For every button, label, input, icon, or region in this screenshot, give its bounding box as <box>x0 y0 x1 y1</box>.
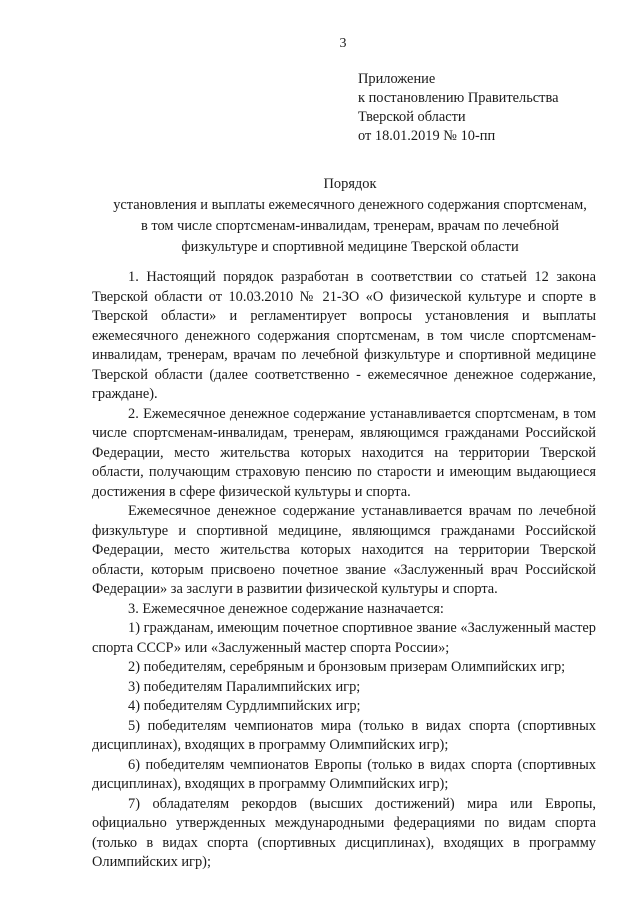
paragraph-2-doctors: Ежемесячное денежное содержание устанавливается врачам по лечебной физкультуре и спортивной медицине, являющимся гражданами Российской Федерации, место жительства которых находится на территории Тверской области, которым присвоено почетное звание «Заслуженный врач Российской Федерации» за заслуги в развитии физической культуры и спорта. <box>92 503 596 597</box>
list-item-2: 2) победителям, серебряным и бронзовым призерам Олимпийских игр; <box>128 659 566 675</box>
title-line: в том числе спортсменам-инвалидам, тренерам, врачам по лечебной <box>140 218 560 234</box>
annex-line: от 18.01.2019 № 10-пп <box>358 128 496 144</box>
list-item-3: 3) победителям Паралимпийских игр; <box>128 678 361 695</box>
paragraph-2: 2. Ежемесячное денежное содержание устанавливается спортсменам, в том числе спортсменам-инвалидам, тренерам, являющимся гражданами Российской Федерации, место жительства которых находится на территории Тверской области, получающим страховую пенсию по старости и имеющим выдающиеся достижения в сфере физической культуры и спорта. <box>92 405 596 500</box>
list-item-5: 5) победителям чемпионатов мира (только в видах спорта (спортивных дисциплинах), входящих в программу Олимпийских игр); <box>92 717 596 753</box>
annex-line: к постановлению Правительства <box>358 90 559 106</box>
paragraph-3: 3. Ежемесячное денежное содержание назначается: <box>128 600 444 617</box>
title-line: физкультуре и спортивной медицине Тверской области <box>181 239 519 255</box>
annex-block <box>358 70 618 146</box>
annex-line: Приложение <box>358 71 436 87</box>
title-line: Порядок <box>323 176 377 192</box>
title-line: установления и выплаты ежемесячного денежного содержания спортсменам, <box>113 197 587 213</box>
page-number: 3 <box>339 36 347 51</box>
list-item-1: 1) гражданам, имеющим почетное спортивное звание «Заслуженный мастер спорта СССР» или «Заслуженный мастер спорта России»; <box>92 620 596 656</box>
document-body <box>92 268 596 873</box>
list-item-4: 4) победителям Сурдлимпийских игр; <box>128 698 361 714</box>
annex-line: Тверской области <box>358 109 466 125</box>
list-item-6: 6) победителям чемпионатов Европы (только в видах спорта (спортивных дисциплинах), входящих в программу Олимпийских игр); <box>92 756 596 792</box>
paragraph-1: 1. Настоящий порядок разработан в соответствии со статьей 12 закона Тверской области от 10.03.2010 № 21-ЗО «О физической культуре и спорте в Тверской области» и регламентирует вопросы установления и выплаты ежемесячного денежного содержания спортсменам, в том числе спортсменам-инвалидам, тренерам, врачам по лечебной физкультуре и спортивной медицине Тверской области (далее соответственно - ежемесячное денежное содержание, граждане). <box>92 269 596 402</box>
document-title <box>60 174 640 258</box>
list-item-7: 7) обладателям рекордов (высших достижений) мира или Европы, официально утвержденных международными федерациями по видам спорта (только в видах спорта (спортивных дисциплинах), входящих в программу Олимпийских игр); <box>92 795 596 870</box>
